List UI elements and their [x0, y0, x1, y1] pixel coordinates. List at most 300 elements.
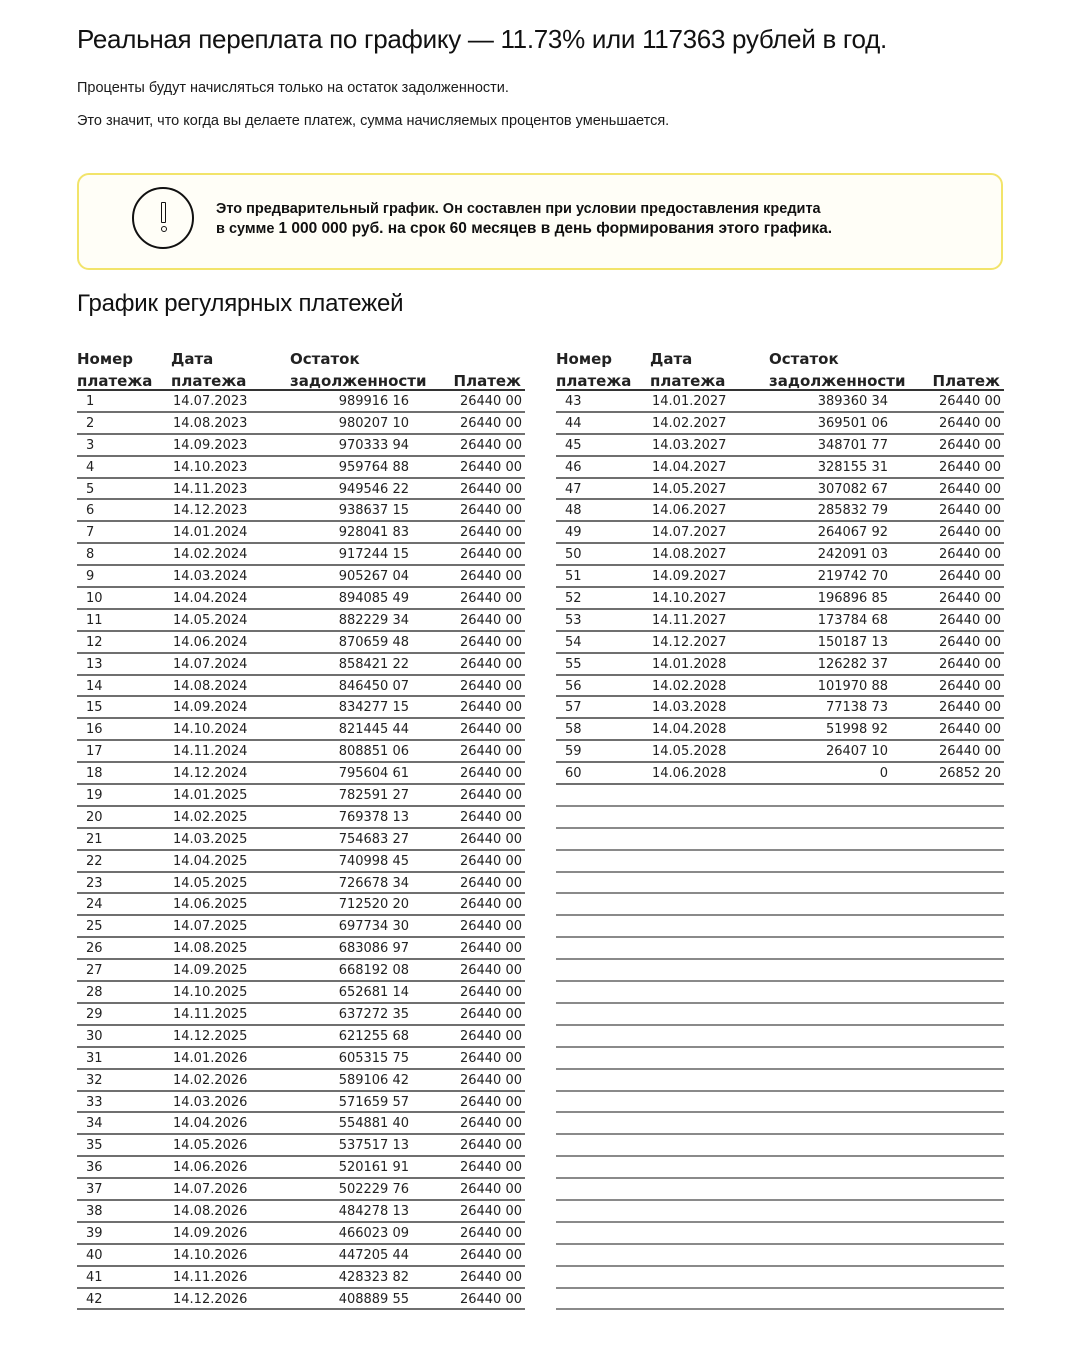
table-row [77, 1223, 525, 1245]
payment-number: 35 [86, 1138, 103, 1154]
remaining-balance: 834277 15 [338, 700, 409, 716]
table-row [77, 1267, 525, 1289]
table-row [77, 873, 525, 895]
payment-date: 14.02.2026 [173, 1072, 248, 1088]
payment-date: 14.09.2026 [173, 1225, 248, 1241]
remaining-balance: 285832 79 [817, 503, 888, 519]
payment-amount: 26440 00 [459, 897, 522, 913]
remaining-balance: 196896 85 [817, 591, 888, 607]
payment-amount: 26440 00 [459, 1138, 522, 1154]
remaining-balance: 980207 10 [338, 415, 409, 431]
payment-number: 28 [86, 985, 103, 1001]
payment-number: 23 [86, 875, 103, 891]
payment-number: 41 [86, 1269, 103, 1285]
payment-date: 14.07.2026 [173, 1182, 248, 1198]
payment-date: 14.11.2025 [173, 1006, 248, 1022]
payment-date: 14.10.2026 [173, 1247, 248, 1263]
remaining-balance: 428323 82 [338, 1269, 409, 1285]
payment-number: 40 [86, 1247, 103, 1263]
payment-number: 11 [86, 612, 103, 628]
table-row [556, 610, 1004, 632]
payment-amount: 26440 00 [459, 809, 522, 825]
col-payment-header: Платеж [932, 372, 1000, 390]
payment-amount: 26440 00 [938, 525, 1001, 541]
payment-number: 3 [86, 437, 95, 453]
col-date-header: Дата платежа [171, 350, 247, 390]
table-row [77, 829, 525, 851]
payment-date: 14.11.2026 [173, 1269, 248, 1285]
payment-amount: 26440 00 [938, 503, 1001, 519]
table-row [77, 938, 525, 960]
payment-number: 8 [86, 547, 95, 563]
payment-amount: 26440 00 [459, 853, 522, 869]
payment-amount: 26440 00 [938, 547, 1001, 563]
payment-amount: 26440 00 [938, 722, 1001, 738]
table-row [77, 697, 525, 719]
table-row [556, 413, 1004, 435]
payment-date: 14.02.2027 [652, 415, 727, 431]
table-row [77, 1157, 525, 1179]
payment-number: 53 [565, 612, 582, 628]
payment-number: 5 [86, 481, 95, 497]
payment-date: 14.05.2027 [652, 481, 727, 497]
payment-date: 14.03.2028 [652, 700, 727, 716]
table-row [77, 1070, 525, 1092]
payment-amount: 26440 00 [459, 1269, 522, 1285]
remaining-balance: 668192 08 [338, 963, 409, 979]
remaining-balance: 652681 14 [338, 985, 409, 1001]
payment-number: 16 [86, 722, 103, 738]
table-row [77, 807, 525, 829]
schedule-table-left [77, 348, 525, 1310]
payment-number: 29 [86, 1006, 103, 1022]
empty-table-row [556, 1070, 1004, 1092]
payment-amount: 26440 00 [459, 1094, 522, 1110]
payment-amount: 26440 00 [459, 941, 522, 957]
payment-amount: 26440 00 [459, 656, 522, 672]
payment-amount: 26440 00 [938, 744, 1001, 760]
table-row [77, 1179, 525, 1201]
payment-date: 14.03.2025 [173, 831, 248, 847]
table-row [556, 654, 1004, 676]
payment-number: 18 [86, 766, 103, 782]
table-row [556, 500, 1004, 522]
schedule-header [556, 348, 1004, 391]
payment-date: 14.02.2024 [173, 547, 248, 563]
payment-date: 14.04.2028 [652, 722, 727, 738]
remaining-balance: 537517 13 [338, 1138, 409, 1154]
payment-amount: 26440 00 [938, 591, 1001, 607]
table-row [556, 544, 1004, 566]
payment-number: 33 [86, 1094, 103, 1110]
table-row [77, 566, 525, 588]
payment-date: 14.12.2025 [173, 1028, 248, 1044]
remaining-balance: 126282 37 [817, 656, 888, 672]
remaining-balance: 447205 44 [338, 1247, 409, 1263]
payment-date: 14.04.2027 [652, 459, 727, 475]
payment-date: 14.07.2023 [173, 394, 248, 409]
payment-date: 14.08.2027 [652, 547, 727, 563]
payment-number: 9 [86, 569, 95, 585]
remaining-balance: 484278 13 [338, 1203, 409, 1219]
empty-table-row [556, 851, 1004, 873]
payment-number: 43 [565, 394, 582, 409]
remaining-balance: 970333 94 [338, 437, 409, 453]
remaining-balance: 697734 30 [338, 919, 409, 935]
remaining-balance: 242091 03 [817, 547, 888, 563]
empty-table-row [556, 1179, 1004, 1201]
payment-date: 14.06.2025 [173, 897, 248, 913]
remaining-balance: 858421 22 [338, 656, 409, 672]
payment-amount: 26440 00 [459, 766, 522, 782]
payment-date: 14.01.2024 [173, 525, 248, 541]
payment-amount: 26440 00 [938, 634, 1001, 650]
table-row [77, 785, 525, 807]
payment-amount: 26440 00 [938, 569, 1001, 585]
payment-date: 14.09.2024 [173, 700, 248, 716]
payment-date: 14.01.2027 [652, 394, 727, 409]
empty-table-row [556, 894, 1004, 916]
payment-date: 14.06.2027 [652, 503, 727, 519]
payment-amount: 26440 00 [459, 1291, 522, 1307]
payment-amount: 26440 00 [459, 1050, 522, 1066]
table-row [556, 763, 1004, 785]
table-row [77, 1201, 525, 1223]
table-row [77, 391, 525, 413]
payment-date: 14.05.2028 [652, 744, 727, 760]
remaining-balance: 605315 75 [338, 1050, 409, 1066]
empty-table-row [556, 873, 1004, 895]
table-row [77, 588, 525, 610]
payment-amount: 26440 00 [459, 459, 522, 475]
payment-number: 60 [565, 766, 582, 782]
remaining-balance: 369501 06 [817, 415, 888, 431]
payment-number: 32 [86, 1072, 103, 1088]
payment-date: 14.12.2024 [173, 766, 248, 782]
payment-amount: 26440 00 [459, 569, 522, 585]
remaining-balance: 683086 97 [338, 941, 409, 957]
remaining-balance: 938637 15 [338, 503, 409, 519]
payment-number: 10 [86, 591, 103, 607]
table-row [77, 1135, 525, 1157]
payment-amount: 26440 00 [459, 547, 522, 563]
payment-amount: 26440 00 [459, 985, 522, 1001]
payment-date: 14.02.2028 [652, 678, 727, 694]
payment-date: 14.11.2023 [173, 481, 248, 497]
remaining-balance: 905267 04 [338, 569, 409, 585]
table-row [77, 500, 525, 522]
payment-number: 31 [86, 1050, 103, 1066]
payment-number: 55 [565, 656, 582, 672]
table-row [77, 1289, 525, 1311]
payment-number: 46 [565, 459, 582, 475]
remaining-balance: 408889 55 [338, 1291, 409, 1307]
payment-number: 27 [86, 963, 103, 979]
table-row [77, 719, 525, 741]
remaining-balance: 571659 57 [338, 1094, 409, 1110]
col-date-header: Дата платежа [650, 350, 726, 390]
payment-date: 14.01.2026 [173, 1050, 248, 1066]
payment-number: 25 [86, 919, 103, 935]
notice-line-2: в сумме 1 000 000 руб. на срок 60 месяцев в день формирования этого графика. [216, 220, 833, 237]
payment-number: 42 [86, 1291, 103, 1307]
payment-number: 20 [86, 809, 103, 825]
payment-number: 51 [565, 569, 582, 585]
payment-date: 14.11.2024 [173, 744, 248, 760]
payment-date: 14.03.2026 [173, 1094, 248, 1110]
payment-number: 57 [565, 700, 582, 716]
payment-amount: 26440 00 [459, 722, 522, 738]
overpayment-headline: Реальная переплата по графику — 11.73% или 117363 рублей в год. [77, 24, 887, 54]
payment-amount: 26440 00 [938, 612, 1001, 628]
table-row [556, 588, 1004, 610]
remaining-balance: 637272 35 [338, 1006, 409, 1022]
payment-number: 50 [565, 547, 582, 563]
remaining-balance: 928041 83 [338, 525, 409, 541]
payment-number: 47 [565, 481, 582, 497]
notice-line-1: Это предварительный график. Он составлен при условии предоставления кредита [216, 201, 821, 217]
payment-date: 14.06.2026 [173, 1160, 248, 1176]
payment-amount: 26440 00 [459, 1006, 522, 1022]
payment-number: 56 [565, 678, 582, 694]
payment-number: 49 [565, 525, 582, 541]
payment-amount: 26440 00 [459, 591, 522, 607]
remaining-balance: 26407 10 [825, 744, 888, 760]
payment-amount: 26440 00 [459, 415, 522, 431]
table-row [77, 479, 525, 501]
remaining-balance: 389360 34 [817, 394, 888, 409]
empty-table-row [556, 1223, 1004, 1245]
schedule-table-right [556, 348, 1004, 1310]
payment-date: 14.09.2023 [173, 437, 248, 453]
empty-table-row [556, 916, 1004, 938]
empty-table-row [556, 1113, 1004, 1135]
payment-date: 14.08.2024 [173, 678, 248, 694]
payment-date: 14.04.2025 [173, 853, 248, 869]
payment-amount: 26440 00 [459, 1182, 522, 1198]
table-row [77, 676, 525, 698]
payment-number: 14 [86, 678, 103, 694]
payment-number: 7 [86, 525, 95, 541]
payment-amount: 26440 00 [459, 503, 522, 519]
payment-date: 14.11.2027 [652, 612, 727, 628]
remaining-balance: 77138 73 [825, 700, 888, 716]
payment-number: 12 [86, 634, 103, 650]
payment-number: 39 [86, 1225, 103, 1241]
payment-date: 14.12.2026 [173, 1291, 248, 1307]
payment-amount: 26440 00 [459, 831, 522, 847]
payment-number: 17 [86, 744, 103, 760]
payment-amount: 26440 00 [459, 525, 522, 541]
payment-number: 58 [565, 722, 582, 738]
payment-date: 14.08.2025 [173, 941, 248, 957]
table-row [556, 522, 1004, 544]
remaining-balance: 712520 20 [338, 897, 409, 913]
empty-table-row [556, 1092, 1004, 1114]
payment-date: 14.10.2025 [173, 985, 248, 1001]
empty-table-row [556, 960, 1004, 982]
payment-date: 14.09.2027 [652, 569, 727, 585]
table-row [77, 960, 525, 982]
payment-amount: 26440 00 [459, 744, 522, 760]
table-row [556, 697, 1004, 719]
remaining-balance: 150187 13 [817, 634, 888, 650]
payment-number: 4 [86, 459, 95, 475]
payment-number: 30 [86, 1028, 103, 1044]
remaining-balance: 949546 22 [338, 481, 409, 497]
payment-number: 13 [86, 656, 103, 672]
remaining-balance: 870659 48 [338, 634, 409, 650]
col-number-header: Номер платежа [556, 350, 632, 390]
remaining-balance: 769378 13 [338, 809, 409, 825]
payment-date: 14.12.2027 [652, 634, 727, 650]
table-row [556, 435, 1004, 457]
empty-table-row [556, 1245, 1004, 1267]
payment-number: 2 [86, 415, 95, 431]
payment-date: 14.09.2025 [173, 963, 248, 979]
payment-amount: 26440 00 [459, 437, 522, 453]
loan-terms: 1 000 000 руб. на срок 60 месяцев в день формирования этого графика. [278, 220, 833, 237]
payment-date: 14.01.2028 [652, 656, 727, 672]
payment-date: 14.10.2024 [173, 722, 248, 738]
payment-date: 14.01.2025 [173, 788, 248, 804]
exclamation-circle-icon [132, 187, 194, 249]
payment-date: 14.06.2024 [173, 634, 248, 650]
payment-number: 1 [86, 394, 95, 409]
empty-table-row [556, 1026, 1004, 1048]
remaining-balance: 173784 68 [817, 612, 888, 628]
table-row [77, 413, 525, 435]
payment-date: 14.03.2027 [652, 437, 727, 453]
payment-number: 59 [565, 744, 582, 760]
payment-date: 14.12.2023 [173, 503, 248, 519]
empty-table-row [556, 938, 1004, 960]
remaining-balance: 882229 34 [338, 612, 409, 628]
payment-date: 14.04.2024 [173, 591, 248, 607]
payment-number: 54 [565, 634, 582, 650]
remaining-balance: 740998 45 [338, 853, 409, 869]
empty-table-row [556, 1201, 1004, 1223]
col-balance-header: Остаток задолженности [769, 350, 906, 390]
remaining-balance: 795604 61 [338, 766, 409, 782]
payment-date: 14.07.2025 [173, 919, 248, 935]
payment-date: 14.05.2025 [173, 875, 248, 891]
remaining-balance: 821445 44 [338, 722, 409, 738]
payment-amount: 26440 00 [938, 394, 1001, 409]
payment-date: 14.10.2027 [652, 591, 727, 607]
table-row [77, 457, 525, 479]
col-number-header: Номер платежа [77, 350, 153, 390]
payment-number: 44 [565, 415, 582, 431]
empty-table-row [556, 807, 1004, 829]
remaining-balance: 846450 07 [338, 678, 409, 694]
payment-date: 14.04.2026 [173, 1116, 248, 1132]
table-row [77, 982, 525, 1004]
payment-amount: 26440 00 [459, 700, 522, 716]
payment-amount: 26440 00 [459, 919, 522, 935]
schedule-header [77, 348, 525, 391]
empty-table-row [556, 829, 1004, 851]
payment-amount: 26440 00 [938, 459, 1001, 475]
remaining-balance: 754683 27 [338, 831, 409, 847]
payment-date: 14.05.2026 [173, 1138, 248, 1154]
table-row [77, 763, 525, 785]
payment-amount: 26440 00 [459, 788, 522, 804]
empty-table-row [556, 1048, 1004, 1070]
payment-amount: 26440 00 [459, 875, 522, 891]
payment-amount: 26440 00 [938, 481, 1001, 497]
remaining-balance: 101970 88 [817, 678, 888, 694]
payment-number: 22 [86, 853, 103, 869]
remaining-balance: 554881 40 [338, 1116, 409, 1132]
table-row [556, 719, 1004, 741]
col-payment-header: Платеж [453, 372, 521, 390]
table-row [77, 544, 525, 566]
payment-date: 14.07.2024 [173, 656, 248, 672]
table-row [77, 654, 525, 676]
remaining-balance: 0 [879, 766, 888, 782]
remaining-balance: 466023 09 [338, 1225, 409, 1241]
payment-date: 14.06.2028 [652, 766, 727, 782]
preliminary-schedule-notice [77, 173, 1003, 270]
payment-amount: 26440 00 [459, 612, 522, 628]
table-row [77, 894, 525, 916]
table-row [77, 632, 525, 654]
payment-amount: 26852 20 [938, 766, 1001, 782]
table-row [77, 1004, 525, 1026]
payment-amount: 26440 00 [459, 1072, 522, 1088]
payment-amount: 26440 00 [459, 678, 522, 694]
table-row [77, 1048, 525, 1070]
payment-amount: 26440 00 [938, 700, 1001, 716]
remaining-balance: 589106 42 [338, 1072, 409, 1088]
empty-table-row [556, 1267, 1004, 1289]
remaining-balance: 520161 91 [338, 1160, 409, 1176]
table-row [556, 391, 1004, 413]
remaining-balance: 51998 92 [825, 722, 888, 738]
remaining-balance: 348701 77 [817, 437, 888, 453]
payment-amount: 26440 00 [459, 1203, 522, 1219]
table-row [77, 741, 525, 763]
payment-number: 36 [86, 1160, 103, 1176]
table-row [77, 610, 525, 632]
remaining-balance: 917244 15 [338, 547, 409, 563]
table-row [77, 1092, 525, 1114]
remaining-balance: 264067 92 [817, 525, 888, 541]
col-balance-header: Остаток задолженности [290, 350, 427, 390]
table-row [77, 435, 525, 457]
remaining-balance: 502229 76 [338, 1182, 409, 1198]
payment-number: 38 [86, 1203, 103, 1219]
empty-table-row [556, 1004, 1004, 1026]
payment-amount: 26440 00 [459, 634, 522, 650]
notice-text [216, 199, 832, 239]
remaining-balance: 328155 31 [817, 459, 888, 475]
payment-date: 14.08.2026 [173, 1203, 248, 1219]
empty-table-row [556, 1135, 1004, 1157]
payment-amount: 26440 00 [459, 963, 522, 979]
payment-date: 14.07.2027 [652, 525, 727, 541]
payment-number: 45 [565, 437, 582, 453]
interest-explanation: Это значит, что когда вы делаете платеж, сумма начисляемых процентов уменьшается. [77, 113, 670, 129]
payment-amount: 26440 00 [938, 415, 1001, 431]
remaining-balance: 726678 34 [338, 875, 409, 891]
payment-date: 14.02.2025 [173, 809, 248, 825]
payment-amount: 26440 00 [459, 481, 522, 497]
payment-amount: 26440 00 [938, 437, 1001, 453]
payment-number: 24 [86, 897, 103, 913]
schedule-title: График регулярных платежей [77, 290, 404, 317]
